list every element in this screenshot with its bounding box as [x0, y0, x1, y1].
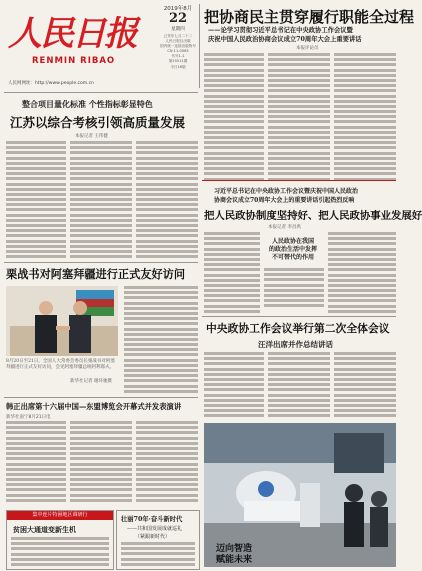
cppcc-plenary-col1: [204, 352, 264, 420]
cppcc-reaction-kicker-2: 协商会议成立70周年大会上的重要讲话引起热烈反响: [214, 197, 355, 204]
lead-body-col1: [204, 53, 264, 178]
bottom-box-achievement: [116, 510, 200, 570]
expo-byline: 新华社南宁8月21日电: [6, 415, 51, 420]
jiangsu-byline: 本报记者 王伟健: [75, 134, 108, 139]
visit-photo: [6, 286, 118, 356]
robot-caption: 迈向智造 赋能未来: [216, 544, 253, 565]
achievement-box-line1: ——共和国发展成就巡礼: [127, 526, 183, 532]
visit-caption: 8月20日至21日，全国人大常委会委员长栗战书对阿塞拜疆进行正式友好访问，会见阿塞拜疆总统阿利耶夫。: [6, 359, 115, 370]
expo-body-col2: [70, 421, 132, 507]
masthead-date: 2019年8月: [163, 6, 193, 12]
poverty-box-body: [11, 537, 109, 567]
cppcc-reaction-col2: [264, 268, 324, 312]
achievement-box-kicker: 壮丽70年·奋斗新时代: [121, 516, 183, 523]
jiangsu-body-col3: [136, 141, 198, 259]
lead-byline: 本报评论员: [296, 46, 319, 51]
masthead-roman: RENMIN RIBAO: [32, 56, 116, 66]
expo-body-col3: [136, 421, 198, 507]
lead-body-col2: [268, 53, 330, 178]
cppcc-pullquote: 人民政协在我国 的政治生活中发挥 不可替代的作用: [268, 238, 317, 261]
cppcc-reaction-byline: 本报记者 李昌禹: [268, 225, 301, 230]
masthead-info: [158, 4, 198, 90]
cppcc-reaction-kicker-1: 习近平总书记在中央政协工作会议暨庆祝中国人民政治: [214, 188, 359, 195]
jiangsu-body-col2: [70, 141, 132, 259]
achievement-box-line2: （紧跟新时代）: [135, 534, 171, 540]
expo-headline: 韩正出席第十六届中国—东盟博览会开幕式并发表演讲: [6, 402, 182, 411]
poverty-box-headline: 贫困大通道变新生机: [13, 525, 76, 534]
masthead-day: 22: [168, 11, 188, 26]
cppcc-reaction-col3: [328, 232, 396, 312]
visit-body-col1: [124, 286, 198, 394]
masthead-logo: 人民日报: [8, 14, 136, 54]
poverty-box-title: 集中连片特困地区调研行: [7, 511, 113, 520]
cppcc-plenary-headline: 中央政协工作会议举行第二次全体会议: [206, 322, 390, 335]
visit-photo-illustration: [6, 286, 118, 356]
right-mid-rule: [202, 180, 396, 181]
left-top-rule: [4, 92, 198, 93]
achievement-box-body: [121, 542, 195, 568]
visit-credit: 新华社记者 谢环驰摄: [70, 379, 112, 384]
visit-rule: [4, 262, 198, 263]
jiangsu-kicker: 整合项目量化标准 个性指标彰显特色: [22, 99, 153, 109]
visit-headline: 栗战书对阿塞拜疆进行正式友好访问: [6, 267, 186, 281]
jiangsu-body-col1: [6, 141, 66, 259]
cppcc-plenary-col2: [268, 352, 330, 420]
masthead-issue: 己亥年七月二十二 人民日报社出版 国内统一连续出版物号 CN 11-0065 代号1-1 第25511期 今日16版: [160, 34, 196, 69]
masthead-divider: [199, 4, 200, 88]
cppcc-plenary-rule: [202, 316, 396, 317]
bottom-box-poverty: [6, 510, 114, 570]
jiangsu-headline: 江苏以综合考核引领高质量发展: [10, 115, 186, 130]
lead-headline: 把协商民主贯穿履行职能全过程: [204, 8, 415, 26]
lead-subhead-1: ——论学习贯彻习近平总书记在中央政协工作会议暨: [208, 27, 353, 34]
masthead-website: 人民网网址：http://www.people.com.cn: [8, 81, 94, 86]
masthead-weekday: 星期四: [171, 27, 185, 32]
lead-body-col3: [334, 53, 396, 178]
cppcc-reaction-headline: 把人民政协制度坚持好、把人民政协事业发展好: [204, 210, 422, 222]
cppcc-reaction-col1: [204, 232, 260, 312]
cppcc-plenary-col3: [334, 352, 396, 420]
cppcc-plenary-subhead: 汪洋出席并作总结讲话: [258, 340, 333, 349]
expo-rule: [4, 397, 198, 398]
lead-subhead-2: 庆祝中国人民政治协商会议成立70周年大会上重要讲话: [208, 36, 362, 43]
expo-body-col1: [6, 421, 66, 507]
